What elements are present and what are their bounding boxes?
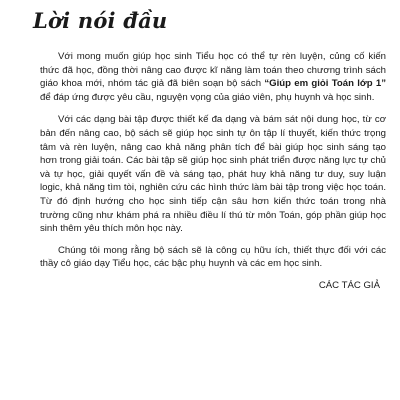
- book-title: “Giúp em giỏi Toán lớp 1”: [264, 78, 386, 90]
- paragraph-content: Với các dạng bài tập được thiết kế đa dạng và bám sát nội dung học, từ cơ bản đến nâng cao, bộ sách sẽ giúp học sinh tự ôn tập lí thuyết, kiến thức trọng tâm và rèn luyện, nâng cao khả năng phân tích để bài giúp học sinh sáng tạo hơn trong giải toán. Các bài tập sẽ giúp học sinh phát triển được năng lực tự chủ và tự học, giải quyết vấn đề và sáng tạo, phát huy khả năng tư duy, suy luận logic, khả năng tìm tòi, nghiên cứu các hình thức làm bài tập trong việc học toán. Từ đó định hướng cho học sinh tiếp cận sâu hơn kiến thức toán trong nhà trường cũng như khám phá ra nhiều điều lí thú từ môn Toán, góp phần giúp học sinh thêm yêu thích môn học này.: [40, 114, 386, 235]
- paragraph-intro: [40, 50, 386, 104]
- page-title: Lời nói đầu: [33, 8, 168, 33]
- paragraph-intro-text-end: để đáp ứng được yêu cầu, nguyện vọng của giáo viên, phụ huynh và học sinh.: [40, 91, 375, 103]
- paragraph-intro-text: Với mong muốn giúp học sinh Tiểu học có thể tự rèn luyện, củng cố kiến thức đã học, đồng thời nâng cao được kĩ năng làm toán theo chương trình sách giáo khoa mới, nhóm tác giả đã biên soạn bộ sách: [40, 51, 386, 90]
- author-signature: CÁC TÁC GIẢ: [318, 279, 380, 291]
- paragraph-closing: Chúng tôi mong rằng bộ sách sẽ là công cụ hữu ích, thiết thực đối với các thầy cô giáo dạy Tiểu học, các bậc phụ huynh và các em học sinh.: [40, 244, 386, 270]
